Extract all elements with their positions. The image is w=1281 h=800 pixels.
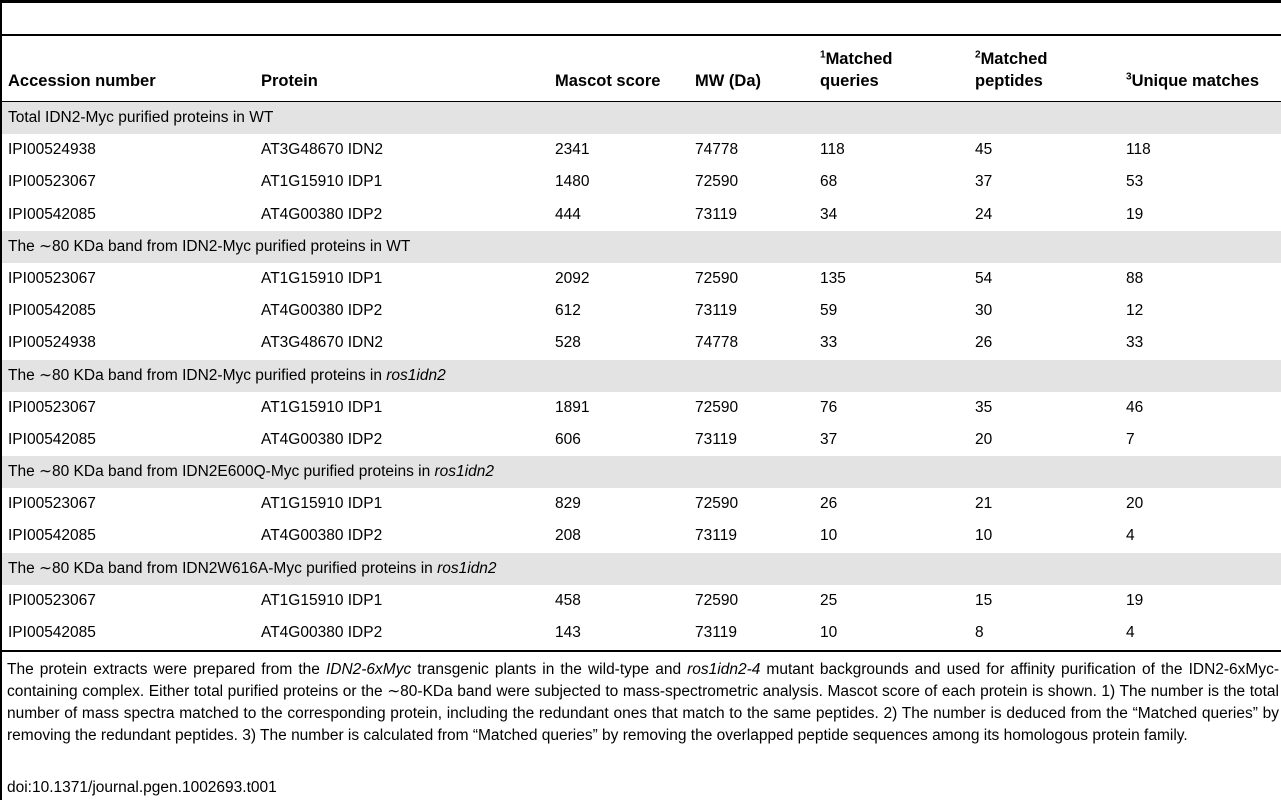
protein-cell: AT4G00380 IDP2 [261, 527, 383, 545]
protein-cell: AT1G15910 IDP1 [261, 398, 383, 416]
group-header-row [2, 360, 1281, 392]
matched-queries-cell: 135 [820, 269, 846, 287]
accession-cell: IPI00542085 [8, 527, 96, 545]
group-title: The ∼80 KDa band from IDN2-Myc purified proteins in WT [8, 237, 411, 255]
mascot-score-cell: 606 [555, 430, 581, 448]
mascot-score-cell: 208 [555, 527, 581, 545]
unique-matches-cell: 33 [1126, 334, 1144, 352]
table-row [2, 199, 1281, 231]
mw-cell: 74778 [695, 141, 739, 159]
table-bottom-rule [0, 650, 1281, 652]
header-top-rule [0, 34, 1281, 36]
accession-cell: IPI00523067 [8, 269, 96, 287]
mascot-score-cell: 2341 [555, 141, 590, 159]
matched-peptides-cell: 54 [975, 269, 993, 287]
protein-cell: AT4G00380 IDP2 [261, 624, 383, 641]
mw-cell: 73119 [695, 527, 737, 545]
group-header-row [2, 456, 1281, 488]
group-title: The ∼80 KDa band from IDN2W616A-Myc purified proteins in ros1idn2 [8, 559, 497, 577]
protein-cell: AT1G15910 IDP1 [261, 591, 383, 609]
accession-cell: IPI00523067 [8, 398, 96, 416]
matched-queries-cell: 10 [820, 624, 838, 641]
matched-peptides-cell: 35 [975, 398, 993, 416]
matched-queries-cell: 10 [820, 527, 838, 545]
accession-cell: IPI00523067 [8, 591, 96, 609]
header-unique-matches: $^3$Unique matches [1126, 71, 1260, 90]
matched-queries-cell: 118 [820, 141, 845, 159]
group-title: Total IDN2-Myc purified proteins in WT [8, 109, 274, 126]
accession-cell: IPI00524938 [8, 141, 96, 159]
unique-matches-cell: 46 [1126, 398, 1144, 416]
mascot-score-cell: 458 [555, 591, 581, 609]
header-mascot-score: Mascot score [555, 72, 661, 90]
matched-peptides-cell: 45 [975, 141, 993, 159]
unique-matches-cell: 7 [1126, 430, 1135, 448]
unique-matches-cell: 4 [1126, 527, 1135, 545]
matched-queries-cell: 33 [820, 334, 838, 352]
mascot-score-cell: 829 [555, 495, 581, 513]
group-header-row [2, 553, 1281, 585]
mascot-score-cell: 1480 [555, 173, 590, 191]
protein-cell: AT4G00380 IDP2 [261, 302, 383, 320]
group-header-row [2, 231, 1281, 263]
unique-matches-cell: 20 [1126, 495, 1144, 513]
matched-peptides-cell: 8 [975, 624, 984, 641]
table-row [2, 134, 1281, 166]
table-row [2, 585, 1281, 617]
unique-matches-cell: 19 [1126, 591, 1144, 609]
accession-cell: IPI00542085 [8, 302, 96, 320]
table-footnote: The protein extracts were prepared from the IDN2-6xMyc transgenic plants in the wild-type and ros1idn2-4 mutant backgrounds and used for affinity purification of the IDN2-6xMyc-containing complex. Either total purified proteins or the ∼80-KDa band were subjected to mass-spectrometric analysis. Mascot score of each protein is shown. 1) The number is the total number of mass spectra matched to the corresponding protein, including the redundant ones that match to the same peptides. 2) The number is deduced from the “Matched queries” by removing the redundant peptides. 3) The number is calculated from “Matched queries” by removing the overlapped peptide sequences among its homologous protein family. [7, 661, 1279, 744]
unique-matches-cell: 88 [1126, 269, 1144, 287]
header-mw: MW (Da) [695, 72, 761, 90]
mw-cell: 72590 [695, 398, 739, 416]
matched-queries-cell: 59 [820, 302, 838, 320]
mw-cell: 74778 [695, 334, 739, 352]
header-matched-queries: $^1$Matched queries [820, 49, 893, 90]
doi-line: doi:10.1371/journal.pgen.1002693.t001 [7, 779, 277, 796]
protein-cell: AT3G48670 IDN2 [261, 141, 384, 159]
mw-cell: 73119 [695, 205, 737, 223]
matched-peptides-cell: 24 [975, 205, 993, 223]
matched-peptides-cell: 30 [975, 302, 993, 320]
mascot-score-cell: 444 [555, 205, 581, 223]
protein-cell: AT4G00380 IDP2 [261, 205, 383, 223]
unique-matches-cell: 118 [1126, 141, 1151, 159]
accession-cell: IPI00523067 [8, 495, 96, 513]
unique-matches-cell: 53 [1126, 173, 1144, 191]
unique-matches-cell: 19 [1126, 205, 1144, 223]
table-row [2, 327, 1281, 359]
table-row [2, 392, 1281, 424]
matched-queries-cell: 37 [820, 430, 838, 448]
mascot-score-cell: 1891 [555, 398, 590, 416]
header-accession: Accession number [8, 72, 156, 90]
protein-cell: AT4G00380 IDP2 [261, 430, 383, 448]
matched-queries-cell: 76 [820, 398, 838, 416]
mw-cell: 72590 [695, 269, 739, 287]
table-row [2, 263, 1281, 295]
mascot-score-cell: 612 [555, 302, 581, 320]
matched-queries-cell: 25 [820, 591, 838, 609]
data-table [2, 102, 1281, 649]
group-title: The ∼80 KDa band from IDN2-Myc purified proteins in ros1idn2 [8, 366, 446, 384]
unique-matches-cell: 12 [1126, 302, 1144, 320]
mw-cell: 72590 [695, 495, 739, 513]
protein-cell: AT1G15910 IDP1 [261, 173, 383, 191]
accession-cell: IPI00524938 [8, 334, 96, 352]
protein-cell: AT1G15910 IDP1 [261, 495, 383, 513]
table-row [2, 295, 1281, 327]
matched-peptides-cell: 21 [975, 495, 993, 513]
accession-cell: IPI00523067 [8, 173, 96, 191]
table-row [2, 488, 1281, 520]
table-row [2, 166, 1281, 198]
matched-peptides-cell: 15 [975, 591, 993, 609]
group-title: The ∼80 KDa band from IDN2E600Q-Myc purified proteins in ros1idn2 [8, 463, 494, 481]
accession-cell: IPI00542085 [8, 624, 96, 641]
mw-cell: 73119 [695, 302, 737, 320]
top-rule [0, 0, 1281, 3]
table-row [2, 424, 1281, 456]
accession-cell: IPI00542085 [8, 430, 96, 448]
unique-matches-cell: 4 [1126, 624, 1135, 641]
group-header-row [2, 102, 1281, 134]
mascot-score-cell: 143 [555, 624, 581, 641]
matched-queries-cell: 34 [820, 205, 838, 223]
mw-cell: 72590 [695, 173, 739, 191]
table-row [2, 617, 1281, 649]
accession-cell: IPI00542085 [8, 205, 96, 223]
header-matched-peptides: $^2$Matched peptides [975, 49, 1048, 90]
mw-cell: 73119 [695, 430, 737, 448]
matched-peptides-cell: 10 [975, 527, 993, 545]
mw-cell: 73119 [695, 624, 737, 641]
mascot-score-cell: 2092 [555, 269, 590, 287]
protein-cell: AT3G48670 IDN2 [261, 334, 384, 352]
matched-peptides-cell: 20 [975, 430, 993, 448]
mw-cell: 72590 [695, 591, 739, 609]
table-row [2, 520, 1281, 552]
matched-queries-cell: 68 [820, 173, 838, 191]
matched-peptides-cell: 26 [975, 334, 993, 352]
matched-peptides-cell: 37 [975, 173, 993, 191]
protein-cell: AT1G15910 IDP1 [261, 269, 383, 287]
matched-queries-cell: 26 [820, 495, 838, 513]
header-protein: Protein [261, 72, 318, 90]
mascot-score-cell: 528 [555, 334, 581, 352]
